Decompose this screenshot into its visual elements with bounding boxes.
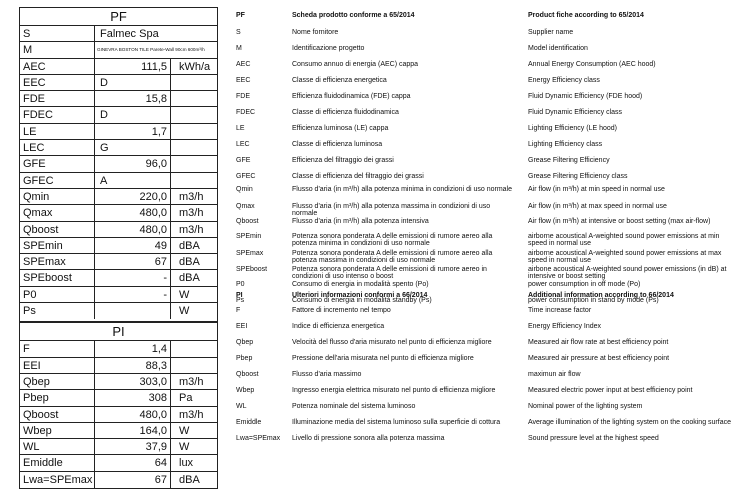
desc-english: Product fiche according to 65/2014: [528, 12, 644, 19]
desc-english: Fluid Dynamic Efficiency class: [528, 109, 623, 116]
row-unit: [171, 173, 217, 188]
row-value: 15,8: [95, 91, 171, 106]
row-value: GINEVRA BOSTON TILE Parete-Wall 90cm 600m³/h: [97, 47, 205, 53]
desc-english: airbone acoustical A-weighted sound power emissions (in dB) at intensive or boost setting: [528, 266, 727, 280]
desc-italian: Classe di efficienza del filtraggio dei grassi: [292, 173, 424, 180]
pf-row-p0: [20, 287, 217, 303]
pf-row-spemax: [20, 254, 217, 270]
row-unit: W: [179, 288, 190, 301]
row-unit: [171, 358, 217, 373]
pi-row-qbep: [20, 374, 217, 390]
desc-code: PI: [236, 292, 243, 299]
desc-code: P0: [236, 281, 245, 288]
desc-code: Emiddle: [236, 419, 262, 426]
pf-row-qmax: [20, 205, 217, 221]
pi-row-f: [20, 341, 217, 357]
pf-row-le: [20, 124, 217, 140]
desc-code: FDE: [236, 93, 250, 100]
pf-row-eec: [20, 75, 217, 91]
row-value: 303,0: [95, 374, 171, 389]
row-code: GFE: [20, 156, 95, 171]
desc-italian: Illuminazione media del sistema luminoso sulla superficie di cottura: [292, 419, 501, 426]
pf-row-s: [20, 26, 217, 42]
desc-code: LE: [236, 125, 245, 132]
desc-italian: Flusso d'aria (in m³/h) alla potenza minima in condizioni di uso normale: [292, 186, 512, 193]
row-code: Qbep: [20, 374, 95, 389]
row-value: 111,5: [95, 59, 171, 74]
row-unit: [171, 75, 217, 90]
pf-row-aec: [20, 59, 217, 75]
desc-italian: Flusso d'aria (in m³/h) alla potenza massima in condizioni di uso normale: [292, 203, 491, 217]
desc-code: S: [236, 29, 241, 36]
row-value: Falmec Spa: [100, 28, 159, 40]
pi-row-emiddle: [20, 455, 217, 471]
desc-italian: Identificazione progetto: [292, 45, 365, 52]
desc-code: Qmin: [236, 186, 253, 193]
row-value: 64: [95, 455, 171, 470]
row-code: SPEmax: [20, 254, 95, 269]
pf-row-gfe: [20, 156, 217, 172]
desc-english: Lighting Efficiency (LE hood): [528, 125, 617, 132]
row-unit: [171, 341, 217, 356]
desc-italian: Potenza sonora ponderata A delle emissioni di rumore aereo alla potenza minima in condizioni di uso normale: [292, 233, 493, 247]
desc-italian: Nome fornitore: [292, 29, 339, 36]
pi-row-lwa-spemax: [20, 472, 217, 488]
desc-italian: Classe di efficienza fluidodinamica: [292, 109, 399, 116]
row-unit: m3/h: [179, 207, 204, 220]
pf-row-qmin: [20, 189, 217, 205]
row-unit: W: [179, 441, 190, 454]
desc-english: Annual Energy Consumption (AEC hood): [528, 61, 656, 68]
row-unit: m3/h: [179, 375, 204, 388]
row-unit: W: [179, 424, 190, 437]
row-unit: [171, 140, 217, 155]
row-code: SPEmin: [20, 238, 95, 253]
row-value: -: [95, 287, 171, 302]
desc-english: power consumption in stand by mode (Ps): [528, 297, 659, 304]
desc-code: Lwa=SPEmax: [236, 435, 281, 442]
row-value: 88,3: [95, 358, 171, 373]
row-code: Ps: [20, 303, 95, 319]
desc-italian: Velocità del flusso d'aria misurato nel punto di efficienza migliore: [292, 339, 492, 346]
desc-italian: Classe di efficienza energetica: [292, 77, 387, 84]
row-unit: [171, 107, 217, 122]
desc-italian: Ulteriori informazioni conformi a 66/2014: [292, 292, 428, 299]
desc-code: Wbep: [236, 387, 255, 394]
row-value: 1,4: [95, 341, 171, 356]
row-unit: dBA: [179, 239, 200, 252]
desc-italian: Potenza sonora ponderata A delle emissioni di rumore aereo alla potenza massima in condizioni di uso normale: [292, 250, 493, 264]
pf-pi-values-table: [19, 7, 218, 489]
row-unit: m3/h: [179, 408, 204, 421]
pf-row-fde: [20, 91, 217, 107]
desc-code: Qboost: [236, 218, 259, 225]
row-value: 1,7: [95, 124, 171, 139]
pf-values-rows: [20, 26, 217, 319]
desc-italian: Fattore di incremento nel tempo: [292, 307, 391, 314]
row-code: WL: [20, 439, 95, 454]
desc-italian: Livello di pressione sonora alla potenza massima: [292, 435, 445, 442]
row-code: LE: [20, 124, 95, 139]
desc-english: Grease Filtering Efficiency: [528, 157, 610, 164]
row-value: [95, 303, 171, 319]
row-code: SPEboost: [20, 270, 95, 285]
desc-code: SPEboost: [236, 266, 268, 273]
desc-english: Model identification: [528, 45, 588, 52]
row-unit: [171, 91, 217, 106]
pi-values-rows: [20, 341, 217, 488]
desc-italian: Potenza nominale del sistema luminoso: [292, 403, 416, 410]
row-unit: dBA: [179, 256, 200, 269]
desc-code: Qboost: [236, 371, 259, 378]
desc-italian: Consumo di energia in modalità spento (Po): [292, 281, 429, 288]
desc-italian: Efficienza fluidodinamica (FDE) cappa: [292, 93, 411, 100]
desc-code: GFEC: [236, 173, 256, 180]
row-value: -: [95, 270, 171, 285]
pi-row-eei: [20, 358, 217, 374]
desc-english: Air flow (in m³/h) at min speed in normal use: [528, 186, 665, 193]
pi-row-qboost: [20, 407, 217, 423]
desc-english: Measured air pressure at best efficiency point: [528, 355, 670, 362]
row-unit: Pa: [179, 392, 193, 405]
row-code: Qmin: [20, 189, 95, 204]
row-value: 49: [95, 238, 171, 253]
desc-italian: Ingresso energia elettrica misurato nel punto di efficienza migliore: [292, 387, 496, 394]
desc-code: Pbep: [236, 355, 253, 362]
desc-english: Fluid Dynamic Efficiency (FDE hood): [528, 93, 643, 100]
row-value: 67: [95, 254, 171, 269]
desc-english: airborne acoustical A-weighted sound power emissions at min speed in normal use: [528, 233, 720, 247]
row-value: 480,0: [95, 222, 171, 237]
desc-english: Additional information according to 66/2014: [528, 292, 674, 299]
desc-code: F: [236, 307, 241, 314]
row-unit: W: [179, 305, 190, 318]
row-code: LEC: [20, 140, 95, 155]
desc-code: LEC: [236, 141, 250, 148]
row-unit: [171, 156, 217, 171]
desc-english: Sound pressure level at the highest speed: [528, 435, 659, 442]
row-value: 480,0: [95, 205, 171, 220]
desc-italian: Classe di efficienza luminosa: [292, 141, 383, 148]
row-value: D: [95, 75, 171, 90]
row-code: Wbep: [20, 423, 95, 438]
pi-row-wbep: [20, 423, 217, 439]
desc-english: Supplier name: [528, 29, 574, 36]
row-unit: dBA: [179, 473, 200, 486]
desc-italian: Flusso d'aria massimo: [292, 371, 362, 378]
row-code: FDE: [20, 91, 95, 106]
row-code: Lwa=SPEmax: [20, 472, 95, 488]
desc-code: PF: [236, 12, 245, 19]
row-code: P0: [20, 287, 95, 302]
desc-english: Energy Efficiency Index: [528, 323, 602, 330]
desc-italian: Consumo annuo di energia (AEC) cappa: [292, 61, 419, 68]
row-value: 37,9: [95, 439, 171, 454]
row-code: EEI: [20, 358, 95, 373]
desc-english: Average illumination of the lighting system on the cooking surface: [528, 419, 731, 426]
row-code: EEC: [20, 75, 95, 90]
row-unit: lux: [179, 457, 194, 470]
row-unit: [171, 124, 217, 139]
row-value: A: [95, 173, 171, 188]
desc-english: Time increase factor: [528, 307, 592, 314]
row-value: 220,0: [95, 189, 171, 204]
desc-english: Air flow (in m³/h) at max speed in normal use: [528, 203, 667, 210]
pf-row-lec: [20, 140, 217, 156]
pi-row-pbep: [20, 390, 217, 406]
pi-row-wl: [20, 439, 217, 455]
desc-code: FDEC: [236, 109, 256, 116]
row-code: F: [20, 341, 95, 356]
row-code: Pbep: [20, 390, 95, 405]
pf-row-gfec: [20, 173, 217, 189]
desc-italian: Potenza sonora ponderata A delle emissioni di rumore aereo in condizioni di uso intenso o boost: [292, 266, 487, 280]
desc-italian: Efficienza del filtraggio dei grassi: [292, 157, 394, 164]
desc-code: GFE: [236, 157, 251, 164]
desc-italian: Indice di efficienza energetica: [292, 323, 385, 330]
desc-code: AEC: [236, 61, 251, 68]
pf-row-fdec: [20, 107, 217, 123]
row-value: 164,0: [95, 423, 171, 438]
desc-english: Grease Filtering Efficiency class: [528, 173, 628, 180]
row-code: Emiddle: [20, 455, 95, 470]
row-unit: m3/h: [179, 190, 204, 203]
pf-row-spemin: [20, 238, 217, 254]
pf-section-title: PF: [20, 8, 217, 26]
desc-code: SPEmin: [236, 233, 262, 240]
desc-code: Qmax: [236, 203, 255, 210]
pf-row-speboost: [20, 270, 217, 286]
desc-italian: Pressione dell'aria misurata nel punto di efficienza migliore: [292, 355, 474, 362]
desc-english: Nominal power of the lighting system: [528, 403, 643, 410]
desc-english: Measured electric power input at best efficiency point: [528, 387, 693, 394]
row-code: FDEC: [20, 107, 95, 122]
row-unit: dBA: [179, 272, 200, 285]
desc-english: Energy Efficiency class: [528, 77, 600, 84]
pf-row-qboost: [20, 222, 217, 238]
row-value: 96,0: [95, 156, 171, 171]
row-unit: m3/h: [179, 223, 204, 236]
desc-italian: Efficienza luminosa (LE) cappa: [292, 125, 389, 132]
desc-english: airborne acoustical A-weighted sound power emissions at max speed in normal use: [528, 250, 722, 264]
row-code: S: [20, 26, 95, 41]
row-code: AEC: [20, 59, 95, 74]
desc-code: Qbep: [236, 339, 254, 346]
desc-code: EEC: [236, 77, 251, 84]
pf-row-ps: [20, 303, 217, 319]
desc-code: Ps: [236, 297, 245, 304]
desc-code: EEI: [236, 323, 248, 330]
pf-row-m: [20, 42, 217, 58]
row-value: G: [95, 140, 171, 155]
desc-english: power consumption in off mode (Po): [528, 281, 641, 288]
desc-english: maximun air flow: [528, 371, 581, 378]
desc-code: M: [236, 45, 242, 52]
desc-code: SPEmax: [236, 250, 264, 257]
row-value: 308: [95, 390, 171, 405]
desc-code: WL: [236, 403, 247, 410]
desc-english: Measured air flow rate at best efficiency point: [528, 339, 669, 346]
row-unit: kWh/a: [179, 60, 211, 73]
row-code: GFEC: [20, 173, 95, 188]
row-value: D: [95, 107, 171, 122]
row-code: M: [20, 42, 95, 57]
desc-english: Air flow (in m³/h) at intensive or boost setting (max air-flow): [528, 218, 711, 225]
row-value: 67: [95, 472, 171, 488]
row-code: Qboost: [20, 407, 95, 422]
desc-italian: Scheda prodotto conforme a 65/2014: [292, 12, 415, 19]
desc-italian: Flusso d'aria (in m³/h) alla potenza intensiva: [292, 218, 429, 225]
pi-section-title: PI: [20, 322, 217, 341]
row-code: Qboost: [20, 222, 95, 237]
row-value: 480,0: [95, 407, 171, 422]
row-code: Qmax: [20, 205, 95, 220]
desc-italian: Consumo di energia in modalità standby (Ps): [292, 297, 432, 304]
desc-english: Lighting Efficiency class: [528, 141, 603, 148]
